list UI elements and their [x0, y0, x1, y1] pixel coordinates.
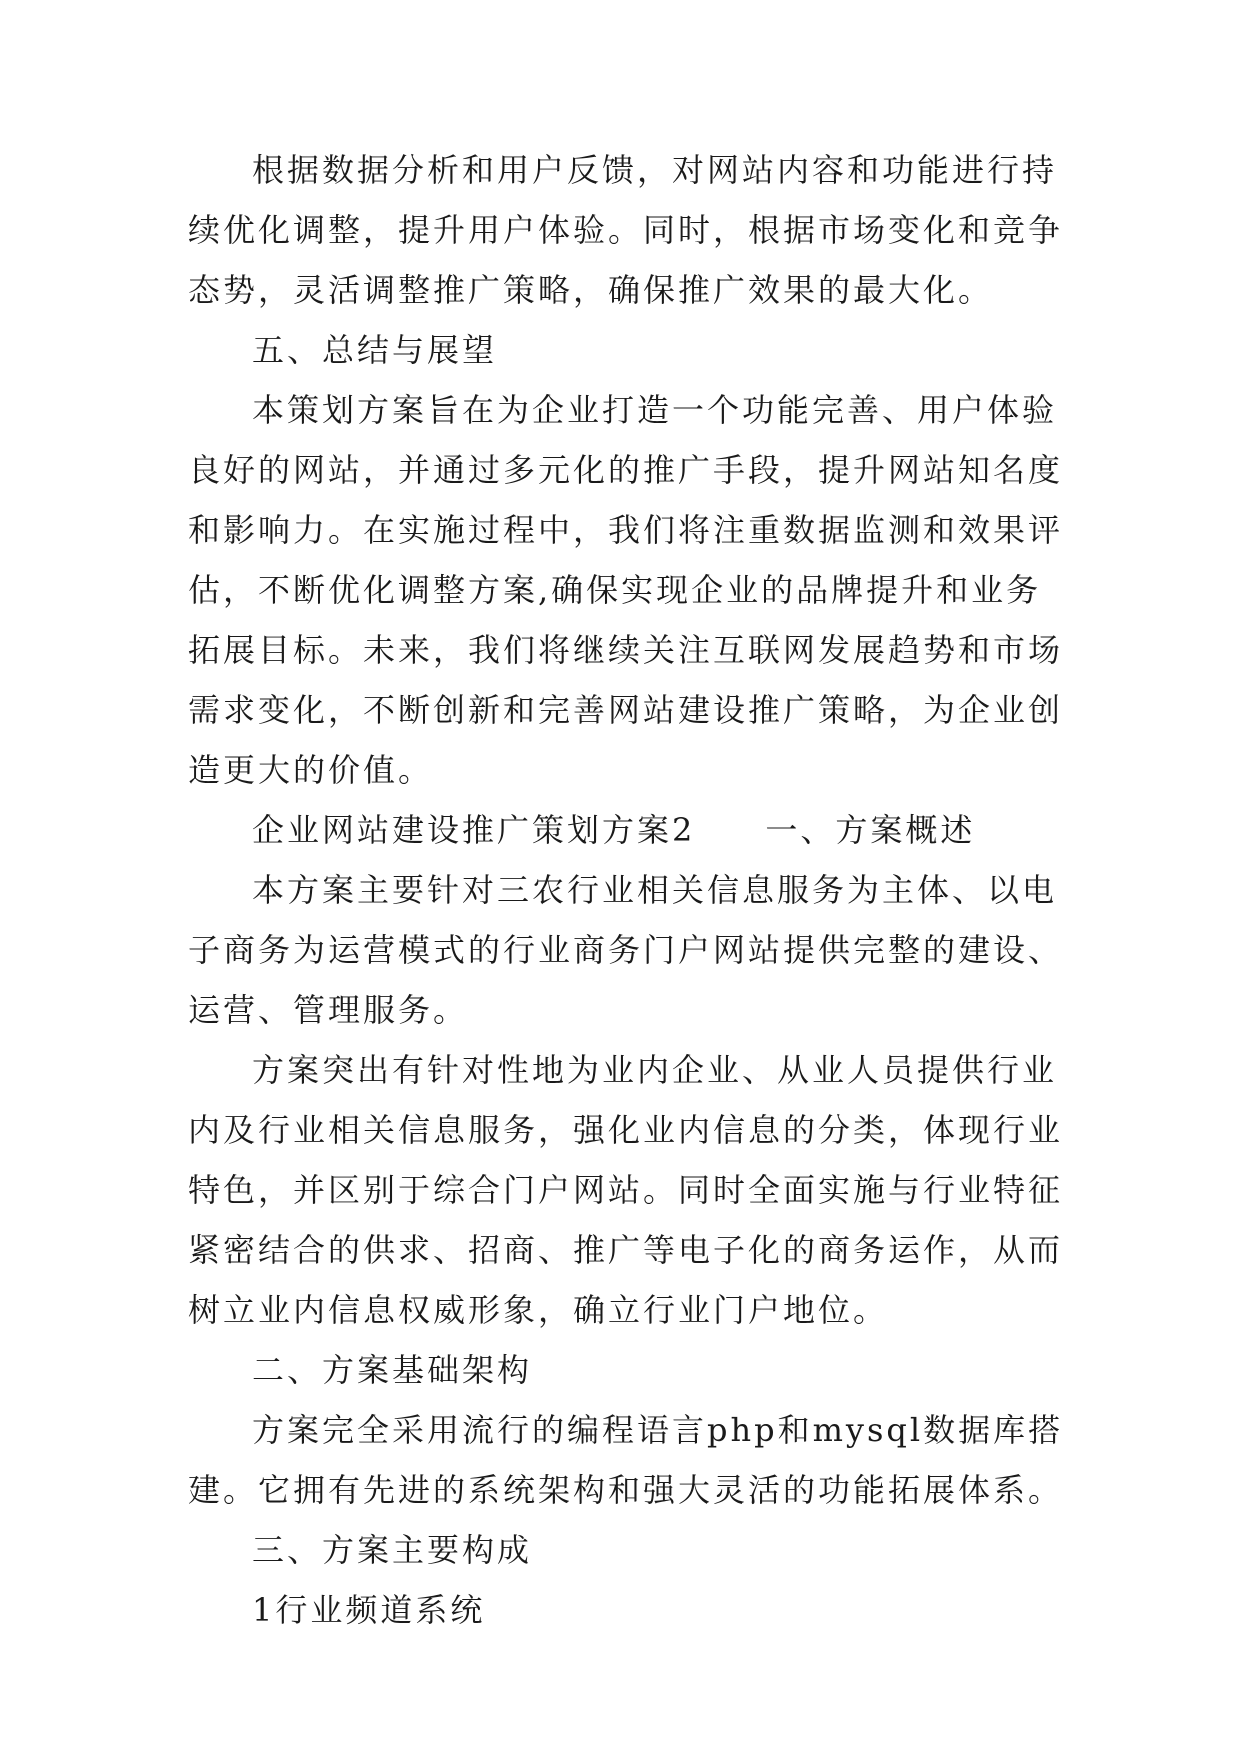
document-heading-plan-2: 企业网站建设推广策划方案2 一、方案概述: [252, 811, 976, 849]
section-heading-summary: 五、总结与展望: [252, 331, 498, 369]
paragraph-plan-scope: 本方案主要针对三农行业相关信息服务为主体、以电子商务为运营模式的行业商务门户网站提供完整的建设、运营、管理服务。: [188, 871, 1064, 1029]
paragraph-optimization: 根据数据分析和用户反馈，对网站内容和功能进行持续优化调整，提升用户体验。同时，根据市场变化和竞争态势，灵活调整推广策略，确保推广效果的最大化。: [188, 151, 1064, 309]
paragraph-plan-highlights: 方案突出有针对性地为业内企业、从业人员提供行业内及行业相关信息服务，强化业内信息的分类，体现行业特色，并区别于综合门户网站。同时全面实施与行业特征紧密结合的供求、招商、推广等电子化的商务运作，从而树立业内信息权威形象，确立行业门户地位。: [188, 1051, 1064, 1329]
document-body: [188, 140, 1064, 1640]
section-heading-architecture: 二、方案基础架构: [252, 1351, 533, 1389]
paragraph-summary: 本策划方案旨在为企业打造一个功能完善、用户体验良好的网站，并通过多元化的推广手段，提升网站知名度和影响力。在实施过程中，我们将注重数据监测和效果评估，不断优化调整方案,确保实现企业的品牌提升和业务拓展目标。未来，我们将继续关注互联网发展趋势和市场需求变化，不断创新和完善网站建设推广策略，为企业创造更大的价值。: [188, 391, 1064, 789]
paragraph-architecture: 方案完全采用流行的编程语言php和mysql数据库搭建。它拥有先进的系统架构和强大灵活的功能拓展体系。: [188, 1411, 1064, 1509]
section-heading-components: 三、方案主要构成: [252, 1531, 533, 1569]
list-item-industry-channel: 1行业频道系统: [252, 1591, 486, 1629]
